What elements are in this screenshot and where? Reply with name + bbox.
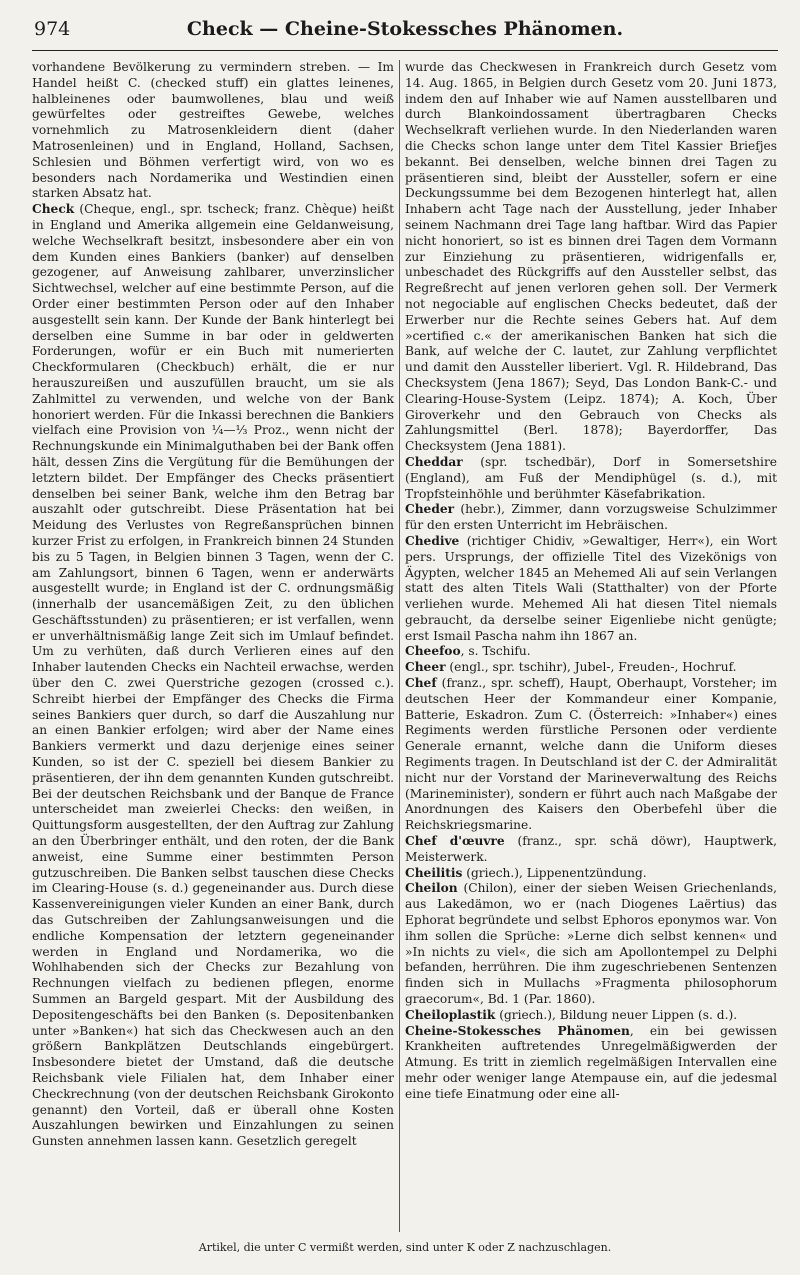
- entry-text: wurde das Checkwesen in Frankreich durch Gesetz vom 14. Aug. 1865, in Belgien durch Gesetz vom 20. Juni 1873, indem den auf Inhaber wie auf Namen ausstellbaren und durch Blankoindossament übertragbaren Checks Wechselkraft verliehen wurde. In den Niederlanden waren die Checks schon lange unter dem Titel Kassier Briefjes bekannt. Bei denselben, welche binnen drei Tagen zu präsentieren sind, bleibt der Aussteller, sofern er eine Deckungssumme bei dem Bezogenen hinterlegt hat, allen Inhabern acht Tage nach der Ausstellung, jeder Inhaber seinem Nachmann drei Tage lang haftbar. Wird das Papier nicht honoriert, so ist es binnen drei Tagen dem Vormann zur Einziehung zu präsentieren, widrigenfalls er, unbeschadet des Rückgriffs auf den Aussteller selbst, das Regreßrecht auf jenen verloren gehen soll. Der Vermerk not negociable auf englischen Checks bedeutet, daß der Erwerber nur die Rechte seines Gebers hat. Auf dem »certified c.« der amerikanischen Banken hat sich die Bank, auf welche der C. lautet, zur Zahlung verpflichtet und damit den Aussteller liberiert. Vgl. R. Hildebrand, Das Checksystem (Jena 1867); Seyd, Das London Bank-C.- und Clearing-House-System (Leipz. 1874); A. Koch, Über Giroverkehr und den Gebrauch von Checks als Zahlungsmittel (Berl. 1878); Bayerdorffer, Das Checksystem (Jena 1881).: [405, 60, 777, 454]
- entry-text: (hebr.), Zimmer, dann vorzugsweise Schulzimmer für den ersten Unterricht im Hebräischen.: [405, 502, 777, 533]
- dictionary-entry: [405, 676, 777, 834]
- right-column: [405, 60, 777, 1232]
- entry-text: (engl., spr. tschihr), Jubel-, Freuden-, Hochruf.: [445, 660, 737, 675]
- entry-text: , ein bei gewissen Krankheiten auftretendes Unregelmäßigwerden der Atmung. Es tritt in ziemlich regelmäßigen Intervallen eine mehr oder weniger lange Atempause ein, auf die jedesmal eine tiefe Einatmung oder eine all-: [405, 1023, 777, 1101]
- entry-text: (Cheque, engl., spr. tscheck; franz. Chèque) heißt in England und Amerika allgemein eine Geldanweisung, welche Wechselkraft besitzt, insbesondere aber ein von dem Kunden eines Bankiers (banker) auf denselben gezogener, auf Anweisung zahlbarer, unverzinslicher Sichtwechsel, welcher auf eine bestimmte Person, auf die Order einer bestimmten Person oder auf den Inhaber ausgestellt sein kann. Der Kunde der Bank hinterlegt bei derselben eine Summe in bar oder in geldwerten Forderungen, wofür er ein Buch mit numerierten Checkformularen (Checkbuch) erhält, die er nur herauszureißen und auszufüllen braucht, um sie als Zahlmittel zu verwenden, und welche von der Bank honoriert werden. Für die Inkassi berechnen die Bankiers vielfach eine Provision von ¼—⅓ Proz., wenn nicht der Rechnungskunde ein Minimalguthaben bei der Bank offen hält, dessen Zins die Vergütung für die Bemühungen der letztern bildet. Der Empfänger des Checks präsentiert denselben bei seiner Bank, welche ihm den Betrag bar auszahlt oder gutschreibt. Diese Präsentation hat bei Meidung des Verlustes von Regreßansprüchen binnen kurzer Frist zu erfolgen, in Frankreich binnen 24 Stunden bis zu 5 Tagen, in Belgien binnen 3 Tagen, wenn der C. am Zahlungsort, binnen 6 Tagen, wenn er anderwärts ausgestellt wurde; in England ist der C. ordnungsmäßig (innerhalb der usancemäßigen Zeit, zu den üblichen Geschäftsstunden) zu präsentieren; er ist verfallen, wenn er unverhältnismäßig lange Zeit sich im Umlauf befindet. Um zu verhüten, daß durch Verlieren eines auf den Inhaber lautenden Checks ein Nachteil erwachse, werden über den C. zwei Querstriche gezogen (crossed c.). Schreibt hierbei der Empfänger des Checks die Firma seines Bankiers quer durch, so darf die Auszahlung nur an einen Bankier erfolgen; wird aber der Name eines Bankiers vermerkt und dazu derjenige eines seiner Kunden, so ist der C. speziell bei diesem Bankier zu präsentieren, der ihn dem genannten Kunden gutschreibt. Bei der deutschen Reichsbank und der Banque de France unterscheidet man zweierlei Checks: den weißen, in Quittungsform ausgestellten, der den Auftrag zur Zahlung an den Überbringer enthält, und den roten, der die Bank anweist, eine Summe einer bestimmten Person gutzuschreiben. Die Banken selbst tauschen diese Checks im Clearing-House (s. d.) gegeneinander aus. Durch diese Kassenvereinigungen vieler Kunden an einer Bank, durch das Gutschreiben der Zahlungsanweisungen und die endliche Kompensation der letztern gegeneinander werden in England und Nordamerika, wo die Wohlhabenden sich der Checks zur Bezahlung von Rechnungen vielfach zu bedienen pflegen, enorme Summen an Bargeld gespart. Mit der Ausbildung des Depositengeschäfts bei den Banken (s. Depositenbanken unter »Banken«) hat sich das Checkwesen auch an den größern Bankplätzen Deutschlands eingebürgert. Insbesondere bietet der Umstand, daß die deutsche Reichsbank viele Filialen hat, dem Inhaber einer Checkrechnung (von der deutschen Reichsbank Girokonto genannt) den Vorteil, daß er überall ohne Kosten Auszahlungen bewirken und Einzahlungen zu seinen Gunsten annehmen lassen kann. Gesetzlich geregelt: [32, 202, 394, 1149]
- dictionary-entry: [405, 881, 777, 1007]
- running-title: Check — Cheine-Stokessches Phänomen.: [186, 18, 624, 40]
- left-column: [32, 60, 394, 1232]
- entry-text: vorhandene Bevölkerung zu vermindern streben. — Im Handel heißt C. (checked stuff) ein glattes leinenes, halbleinenes oder baumwollenes, blau und weiß gewürfeltes oder gestreiftes Gewebe, welches vornehmlich zu Matrosenkleidern dient (daher Matrosenleinen) und in England, Holland, Sachsen, Schlesien und Böhmen verfertigt wird, von wo es besonders nach Nordamerika und Westindien einen starken Absatz hat.: [32, 60, 394, 201]
- dictionary-entry: [32, 60, 394, 202]
- entry-text: (Chilon), einer der sieben Weisen Griechenlands, aus Lakedämon, wo er (nach Diogenes Laërtius) das Ephorat begründete und selbst Ephoros eponymos war. Von ihm sollen die Sprüche: »Lerne dich selbst kennen« und »In nichts zu viel«, die sich am Apollontempel zu Delphi befanden, herrühren. Die ihm zugeschriebenen Sentenzen finden sich in Mullachs »Fragmenta philosophorum graecorum«, Bd. 1 (Par. 1860).: [405, 881, 777, 1007]
- entry-text: (griech.), Bildung neuer Lippen (s. d.).: [495, 1007, 738, 1022]
- column-divider: [399, 60, 400, 1232]
- entry-text: (griech.), Lippenentzündung.: [462, 865, 647, 880]
- entry-headword: Cheine-Stokessches Phänomen: [405, 1023, 630, 1038]
- entry-headword: Cheddar: [405, 454, 463, 469]
- page-header: [32, 14, 778, 51]
- dictionary-entry: [32, 202, 394, 1150]
- entry-text: (richtiger Chidiv, »Gewaltiger, Herr«), ein Wort pers. Ursprungs, der offizielle Titel des Vizekönigs von Ägypten, welcher 1845 an Mehemed Ali auf sein Verlangen statt des alten Titels Wali (Statthalter) von der Pforte verliehen wurde. Mehemed Ali hat diesen Titel niemals gebraucht, da derselbe seiner Eigenliebe nicht genügte; erst Ismail Pascha nahm ihn 1867 an.: [405, 533, 777, 643]
- entry-headword: Cheefoo: [405, 644, 461, 659]
- dictionary-entry: [405, 660, 777, 676]
- dictionary-entry: [405, 60, 777, 455]
- page-footer-note: Artikel, die unter C vermißt werden, sind unter K oder Z nachzuschlagen.: [198, 1241, 612, 1254]
- dictionary-entry: [405, 1008, 777, 1024]
- entry-headword: Cheilon: [405, 881, 458, 896]
- entry-headword: Chef d'œuvre: [405, 834, 505, 849]
- entry-headword: Cheiloplastik: [405, 1007, 496, 1022]
- entry-text: (spr. tschedbär), Dorf in Somersetshire (England), am Fuß der Mendiphügel (s. d.), mit Tropfsteinhöhle und berühmter Käsefabrikation.: [405, 454, 777, 501]
- entry-headword: Cheder: [405, 502, 455, 517]
- entry-headword: Cheer: [405, 660, 446, 675]
- entry-text: (franz., spr. scheff), Haupt, Oberhaupt, Vorsteher; im deutschen Heer der Kommandeur einer Kompanie, Batterie, Eskadron. Zum C. (Österreich: »Inhaber«) eines Regiments werden fürstliche Personen oder verdiente Generale ernannt, welche dann die Uniform dieses Regiments tragen. In Deutschland ist der C. der Admiralität nicht nur der Vorstand der Marineverwaltung des Reichs (Marineminister), sondern er führt auch nach Maßgabe der Anordnungen des Kaisers den Oberbefehl über die Reichskriegsmarine.: [405, 676, 777, 833]
- dictionary-entry: [405, 534, 777, 645]
- dictionary-entry: [405, 644, 777, 660]
- entry-headword: Cheilitis: [405, 865, 463, 880]
- dictionary-entry: [405, 502, 777, 534]
- dictionary-entry: [405, 834, 777, 866]
- entry-headword: Check: [32, 202, 75, 217]
- entry-text: (franz., spr. schä döwr), Hauptwerk, Meisterwerk.: [405, 834, 777, 864]
- entry-text: , s. Tschifu.: [460, 644, 531, 659]
- page-number: 974: [34, 18, 71, 40]
- dictionary-entry: [405, 455, 777, 502]
- dictionary-entry: [405, 866, 777, 882]
- dictionary-entry: [405, 1024, 777, 1103]
- entry-headword: Chef: [405, 676, 437, 691]
- entry-headword: Chedive: [405, 533, 460, 548]
